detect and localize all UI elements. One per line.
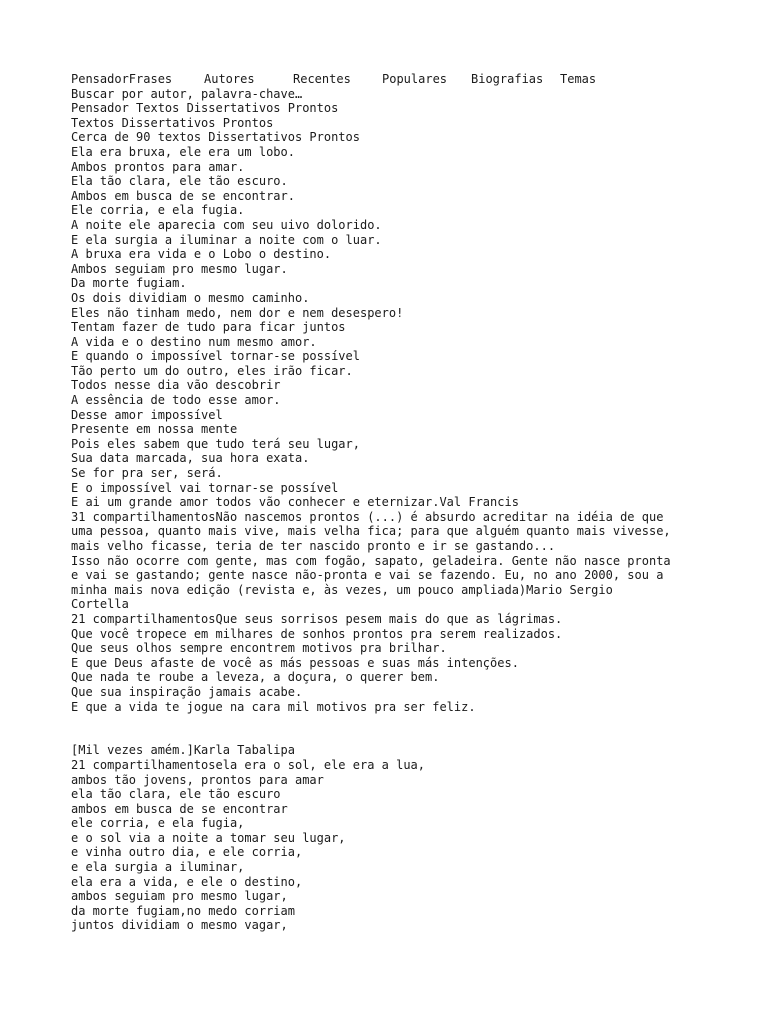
text-line: Os dois dividiam o mesmo caminho. xyxy=(71,290,310,305)
text-line: Sua data marcada, sua hora exata. xyxy=(71,451,310,466)
top-nav xyxy=(71,72,711,87)
text-line: A noite ele aparecia com seu uivo dolorido. xyxy=(71,217,382,232)
text-line: Tão perto um do outro, eles irão ficar. xyxy=(71,363,353,378)
spacer xyxy=(71,729,711,744)
nav-item-temas[interactable]: Temas xyxy=(560,72,597,86)
text-line: e o sol via a noite a tomar seu lugar, xyxy=(71,830,346,845)
text-line: Que nada te roube a leveza, a doçura, o querer bem. xyxy=(71,670,440,685)
text-line: ele corria, e ela fugia, xyxy=(71,816,245,831)
text-line: ambos tão jovens, prontos para amar xyxy=(71,772,324,787)
text-line: Ambos prontos para amar. xyxy=(71,159,245,174)
text-block-primary xyxy=(71,145,711,714)
text-line: Tentam fazer de tudo para ficar juntos xyxy=(71,320,346,335)
text-line: A bruxa era vida e o Lobo o destino. xyxy=(71,247,332,262)
nav-item-biografias[interactable]: Biografias xyxy=(471,72,544,86)
text-line: Ambos em busca de se encontrar. xyxy=(71,188,295,203)
text-line: [Mil vezes amém.]Karla Tabalipa xyxy=(71,743,295,758)
text-line: Ele corria, e ela fugia. xyxy=(71,203,245,218)
text-line: minha mais nova edição (revista e, às vezes, um pouco ampliada)Mario Sergio xyxy=(71,582,613,597)
text-line: ela era a vida, e ele o destino, xyxy=(71,874,303,889)
text-line: e ela surgia a iluminar, xyxy=(71,860,245,875)
nav-item-recentes[interactable]: Recentes xyxy=(293,72,351,86)
text-line: Cortella xyxy=(71,597,129,612)
text-line: E que Deus afaste de você as más pessoas e suas más intenções. xyxy=(71,655,519,670)
text-line: mais velho ficasse, teria de ter nascido pronto e ir se gastando... xyxy=(71,539,556,553)
text-line: Todos nesse dia vão descobrir xyxy=(71,378,281,393)
text-line: ambos em busca de se encontrar xyxy=(71,801,288,816)
text-line: Ela era bruxa, ele era um lobo. xyxy=(71,144,295,159)
text-line: Presente em nossa mente xyxy=(71,422,238,437)
text-line: Ela tão clara, ele tão escuro. xyxy=(71,174,288,189)
text-line: ambos seguiam pro mesmo lugar, xyxy=(71,889,288,904)
nav-item-autores[interactable]: Autores xyxy=(204,72,255,86)
text-line: E que a vida te jogue na cara mil motivos pra ser feliz. xyxy=(71,699,476,714)
text-line: E ela surgia a iluminar a noite com o luar. xyxy=(71,232,382,247)
text-line: e vai se gastando; gente nasce não-pronta e vai se fazendo. Eu, no ano 2000, sou a xyxy=(71,568,664,583)
text-line: Isso não ocorre com gente, mas com fogão, sapato, geladeira. Gente não nasce pronta xyxy=(71,553,671,568)
breadcrumb: Pensador Textos Dissertativos Prontos xyxy=(71,101,339,116)
text-line: Ambos seguiam pro mesmo lugar. xyxy=(71,261,288,276)
text-line: 31 compartilhamentosNão nascemos prontos (...) é absurdo acreditar na idéia de que xyxy=(71,509,664,524)
text-block-secondary xyxy=(71,743,711,933)
text-line: ela tão clara, ele tão escuro xyxy=(71,787,281,802)
page-title: Textos Dissertativos Prontos xyxy=(71,115,274,130)
document-page xyxy=(71,72,711,933)
text-line: Da morte fugiam. xyxy=(71,276,187,291)
text-line: Se for pra ser, será. xyxy=(71,466,223,481)
text-line: Pois eles sabem que tudo terá seu lugar, xyxy=(71,436,360,451)
text-line: A vida e o destino num mesmo amor. xyxy=(71,334,317,349)
text-line: Que sua inspiração jamais acabe. xyxy=(71,684,303,699)
text-line: E ai um grande amor todos vão conhecer e eternizar.Val Francis xyxy=(71,495,519,510)
text-line: 21 compartilhamentosela era o sol, ele era a lua, xyxy=(71,757,426,772)
text-line: Que você tropece em milhares de sonhos prontos pra serem realizados. xyxy=(71,626,563,641)
spacer xyxy=(71,714,711,729)
text-line: uma pessoa, quanto mais vive, mais velha fica; para que alguém quanto mais vivesse, xyxy=(71,524,671,539)
text-line: Eles não tinham medo, nem dor e nem desespero! xyxy=(71,305,404,320)
text-line: E o impossível vai tornar-se possível xyxy=(71,480,339,495)
results-count: Cerca de 90 textos Dissertativos Prontos xyxy=(71,130,360,145)
search-input[interactable]: Buscar por autor, palavra-chave… xyxy=(71,86,303,101)
text-line: da morte fugiam,no medo corriam xyxy=(71,903,295,918)
nav-item-populares[interactable]: Populares xyxy=(382,72,448,86)
text-line: A essência de todo esse amor. xyxy=(71,393,281,408)
text-line: juntos dividiam o mesmo vagar, xyxy=(71,918,288,933)
site-logo-link[interactable]: PensadorFrases xyxy=(71,72,173,86)
text-line: e vinha outro dia, e ele corria, xyxy=(71,845,303,860)
text-line: 21 compartilhamentosQue seus sorrisos pesem mais do que as lágrimas. xyxy=(71,611,563,626)
text-line: Que seus olhos sempre encontrem motivos pra brilhar. xyxy=(71,641,447,656)
text-line: E quando o impossível tornar-se possível xyxy=(71,349,360,364)
text-line: Desse amor impossível xyxy=(71,407,223,422)
